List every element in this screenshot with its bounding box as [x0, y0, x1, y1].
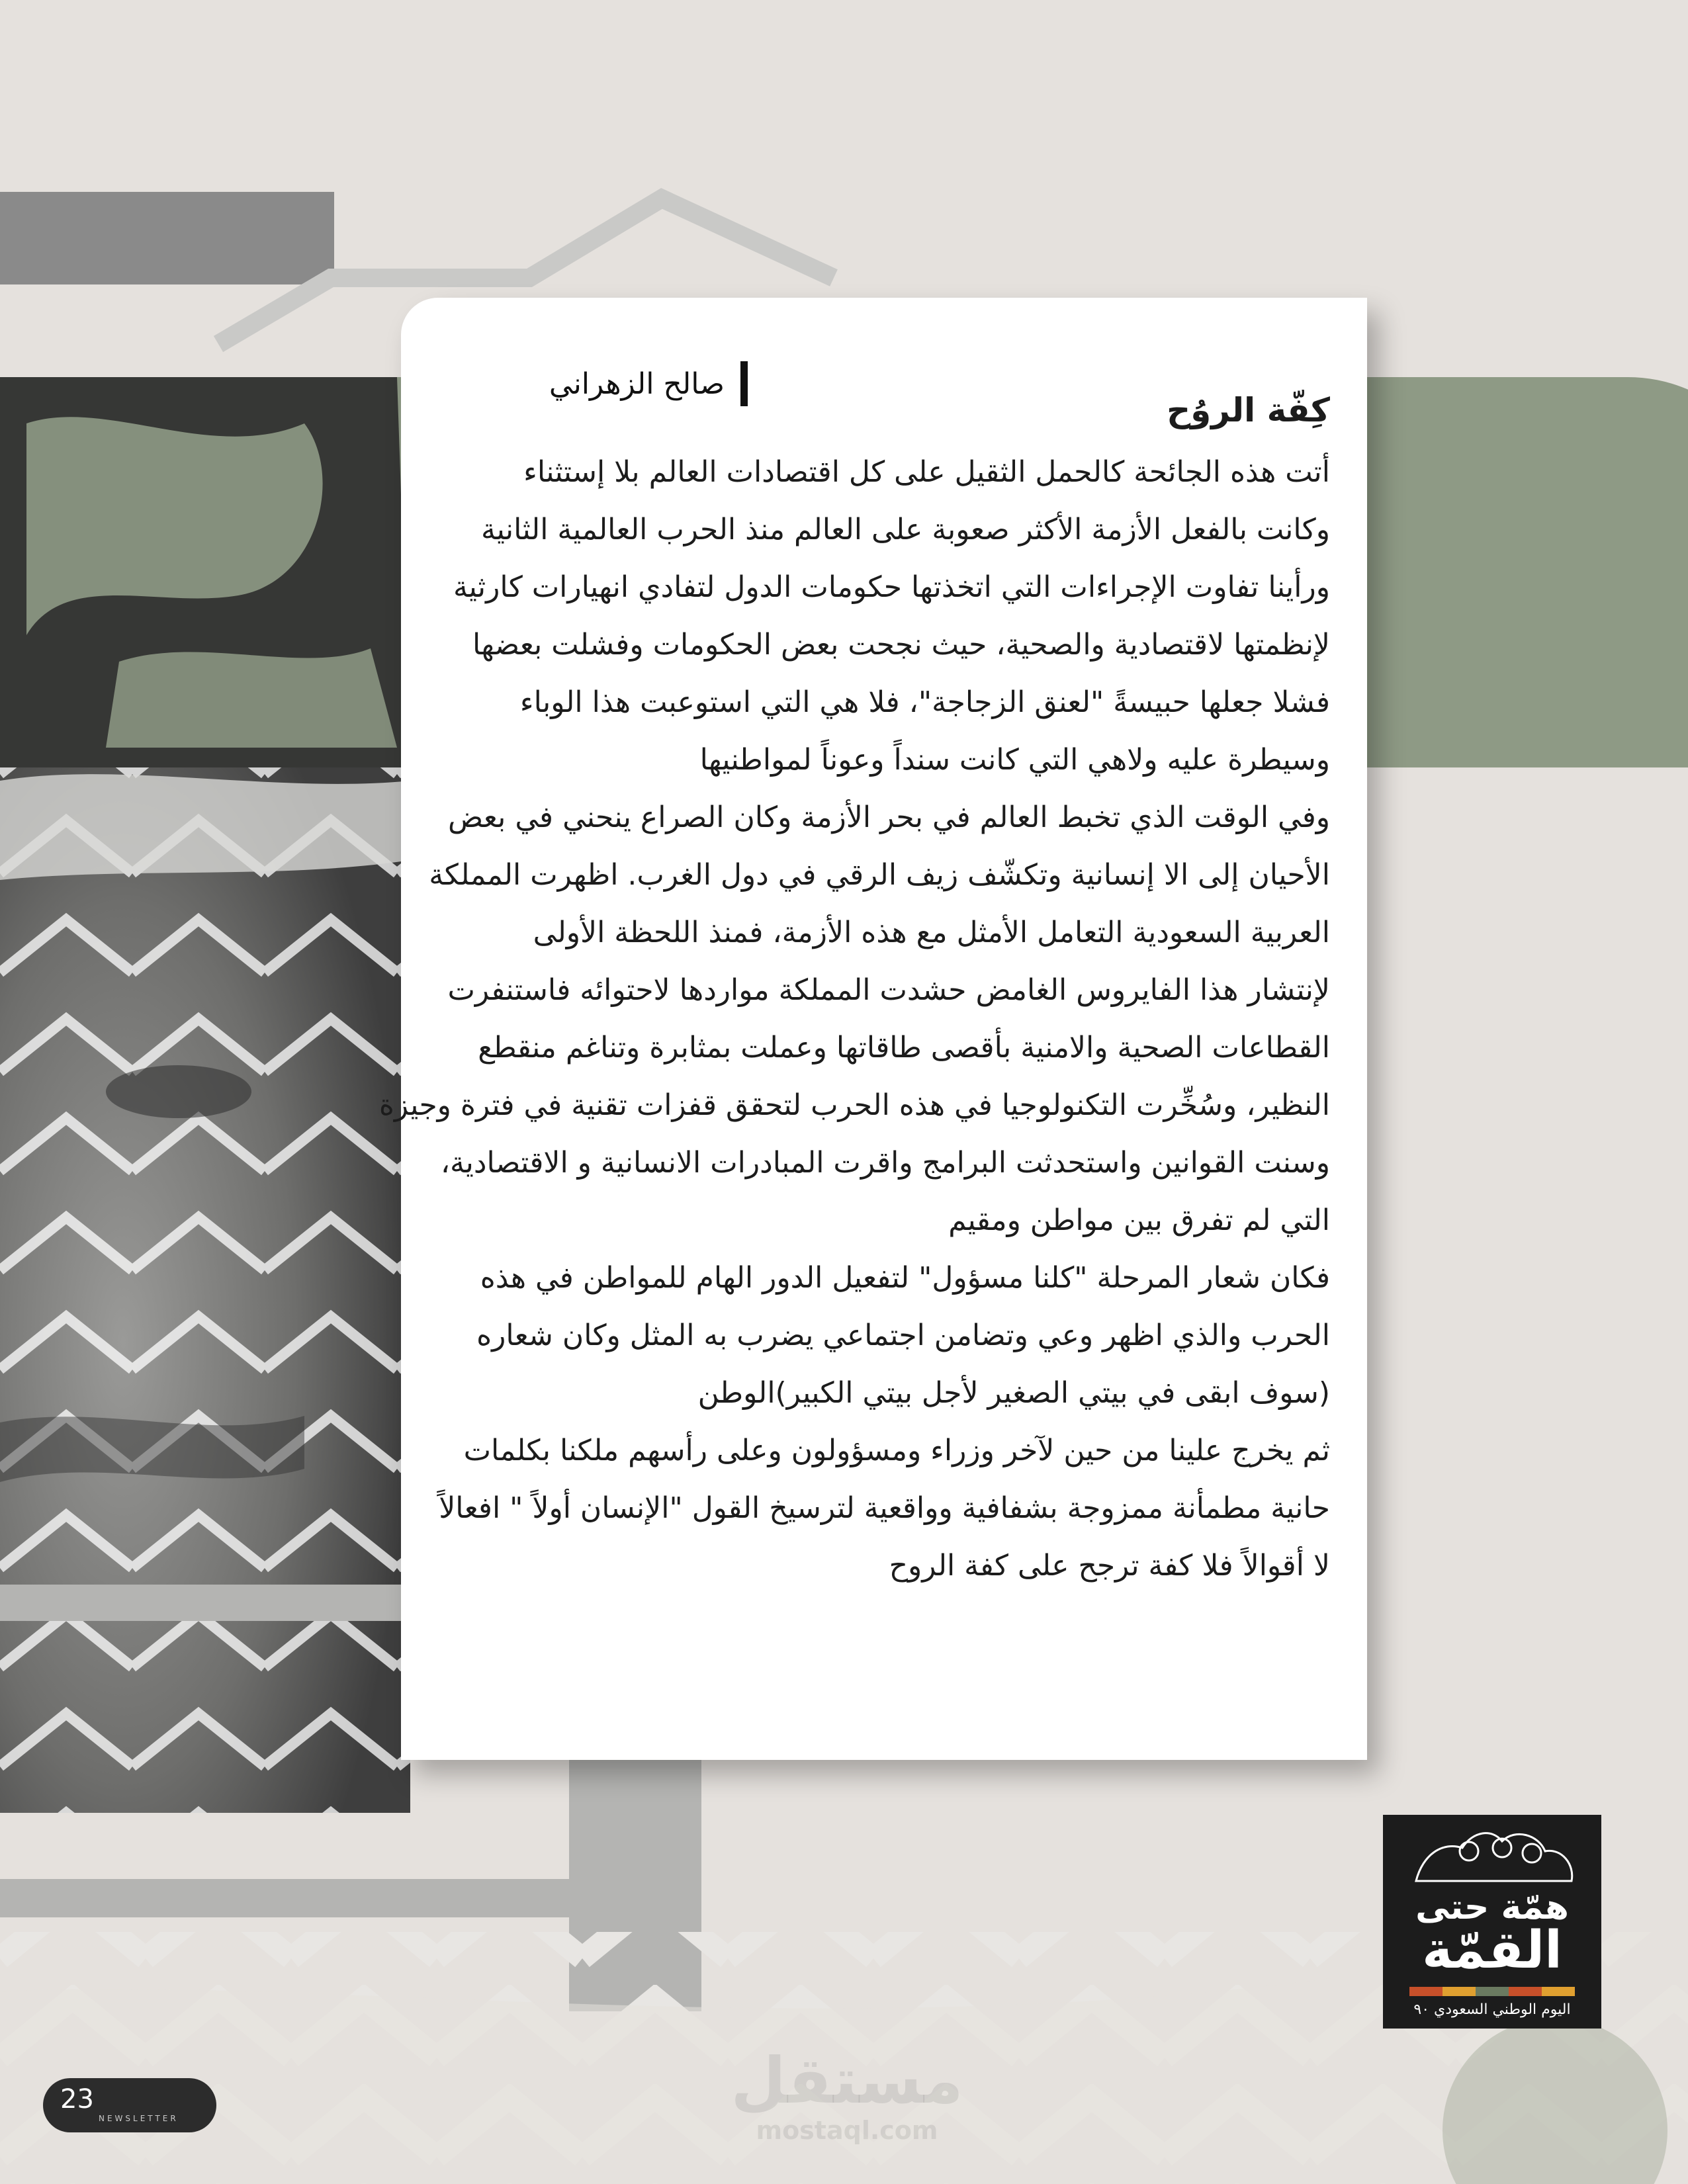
- article-line: التي لم تفرق بين مواطن ومقيم: [948, 1203, 1330, 1237]
- article-line: (سوف ابقى في بيتي الصغير لأجل بيتي الكبير)الوطن: [697, 1376, 1330, 1410]
- article-line: الحرب والذي اظهر وعي وتضامن اجتماعي يضرب به المثل وكان شعاره: [476, 1319, 1330, 1352]
- author-name: صالح الزهراني: [549, 367, 725, 401]
- article-line: العربية السعودية التعامل الأمثل مع هذه الأزمة، فمنذ اللحظة الأولى: [533, 916, 1330, 949]
- article-line: لا أقوالاً فلا كفة ترجح على كفة الروح: [889, 1549, 1330, 1583]
- newsletter-label: NEWSLETTER: [99, 2114, 179, 2123]
- article-title: كِفّة الروُح: [1167, 391, 1330, 429]
- watermark-latin: mostaql.com: [756, 2116, 938, 2145]
- article-line: ثم يخرج علينا من حين لآخر وزراء ومسؤولون وعلى رأسهم ملكنا بكلمات: [463, 1434, 1330, 1467]
- article-line: فكان شعار المرحلة "كلنا مسؤول" لتفعيل الدور الهام للمواطن في هذه: [480, 1261, 1330, 1295]
- top-grey-bar: [0, 192, 334, 284]
- logo-subtitle: اليوم الوطني السعودي ٩٠: [1413, 2001, 1571, 2018]
- national-day-logo: [1383, 1815, 1601, 2029]
- article-line: وسنت القوانين واستحدثت البرامج واقرت المبادرات الانسانية و الاقتصادية،: [440, 1146, 1330, 1180]
- page-number: 23: [60, 2084, 94, 2115]
- article-line: وسيطرة عليه ولاهي التي كانت سنداً وعوناً لمواطنيها: [699, 743, 1330, 777]
- article-line: حانية مطمأنة ممزوجة بشفافية وواقعية لترسيخ القول "الإنسان أولاً " افعالاً: [439, 1491, 1330, 1525]
- logo-stripe: [1409, 1987, 1575, 1996]
- article-body: [378, 377, 1330, 1594]
- article-line: وفي الوقت الذي تخبط العالم في بحر الأزمة وكان الصراع ينحني في بعض: [448, 801, 1330, 834]
- logo-line-1: همّة حتى: [1415, 1888, 1569, 1927]
- article-line: أتت هذه الجائحة كالحمل الثقيل على كل اقتصادات العالم بلا إستثناء: [523, 455, 1330, 489]
- logo-line-2: القمّة: [1422, 1921, 1562, 1980]
- article-line: لإنتشار هذا الفايروس الغامض حشدت المملكة مواردها لاحتوائه فاستنفرت: [447, 973, 1330, 1007]
- article-line: القطاعات الصحية والامنية بأقصى طاقاتها وعملت بمثابرة وتناغم منقطع: [478, 1031, 1330, 1065]
- page-number-badge: [43, 2078, 216, 2132]
- article-line: لإنظمتها لاقتصادية والصحية، حيث نجحت بعض الحكومات وفشلت بعضها: [472, 628, 1330, 662]
- watermark: [721, 2044, 973, 2157]
- article-line: وكانت بالفعل الأزمة الأكثر صعوبة على العالم منذ الحرب العالمية الثانية: [480, 513, 1330, 546]
- article-line: الأحيان إلى الا إنسانية وتكشّف زيف الرقي في دول الغرب. اظهرت المملكة: [429, 858, 1330, 892]
- article-line: النظير، وسُخِّرت التكنولوجيا في هذه الحرب لتحقق قفزات تقنية في فترة وجيزة: [378, 1088, 1330, 1122]
- article-line: فشلا جعلها حبيسةً "لعنق الزجاجة"، فلا هي التي استوعبت هذا الوباء: [519, 685, 1330, 719]
- kings-silhouette-icon: [1383, 1815, 1601, 1888]
- watermark-arabic: مستقل: [731, 2044, 963, 2118]
- article-line: ورأينا تفاوت الإجراءات التي اتخذتها حكومات الدول لتفادي انهيارات كارثية: [453, 570, 1330, 604]
